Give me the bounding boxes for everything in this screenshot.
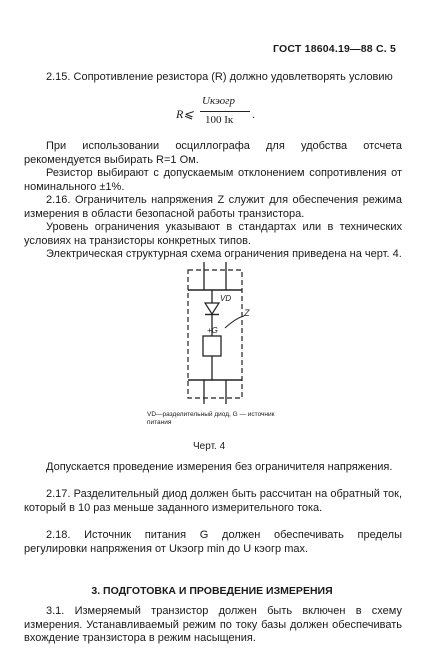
top-bus (188, 262, 242, 290)
label-vd: VD (220, 294, 232, 303)
paragraph-scheme-ref: Электрическая структурная схема ограничения приведена на черт. 4. (46, 248, 402, 260)
figure-legend: VD—разделительный диод, G — источник питания (147, 411, 275, 426)
formula-end: . (252, 107, 255, 121)
section-title: 3. ПОДГОТОВКА И ПРОВЕДЕНИЕ ИЗМЕРЕНИЯ (91, 585, 333, 597)
paragraph-2-18: 2.18. Источник питания G должен обеспечивать пределы регулировки напряжения от Uкэогр min до U кэогр max. (24, 529, 402, 555)
formula-numerator: Uкэогр (202, 95, 235, 107)
z-pointer (225, 316, 244, 328)
formula-denominator: 100 Iк (205, 114, 234, 126)
formula-lhs: R⩽ (176, 107, 194, 121)
paragraph-2-16: 2.16. Ограничитель напряжения Z служит для обеспечения режима измерения в области безопасной работы транзистора. (24, 194, 402, 220)
paragraph-limit-level: Уровень ограничения указывают в стандартах или в технических условиях на транзисторы конкретных типов. (24, 221, 402, 247)
label-z: Z (244, 308, 250, 318)
paragraph-2-17: 2.17. Разделительный диод должен быть рассчитан на обратный ток, который в 10 раз меньше заданного измерительного тока. (24, 488, 402, 514)
power-source-symbol (203, 336, 221, 380)
page-header: ГОСТ 18604.19—88 С. 5 (273, 43, 396, 55)
label-g: +G (207, 326, 218, 335)
paragraph-without-limiter: Допускается проведение измерения без ограничителя напряжения. (46, 461, 393, 473)
paragraph-3-1: 3.1. Измеряемый транзистор должен быть включен в схему измерения. Устанавливаемый режим по току базы должен обеспечивать вхождение транзистора в режим насыщения. (24, 605, 402, 644)
paragraph-oscilloscope: При использовании осциллографа для удобства отсчета рекомендуется выбирать R=1 Ом. (24, 140, 402, 166)
figure-caption: Черт. 4 (193, 441, 226, 452)
paragraph-2-15: 2.15. Сопротивление резистора (R) должно удовлетворять условию (46, 71, 393, 83)
paragraph-resistor-tolerance: Резистор выбирают с допускаемым отклонением сопротивления от номинального ±1%. (24, 167, 402, 193)
bottom-bus (188, 380, 242, 404)
